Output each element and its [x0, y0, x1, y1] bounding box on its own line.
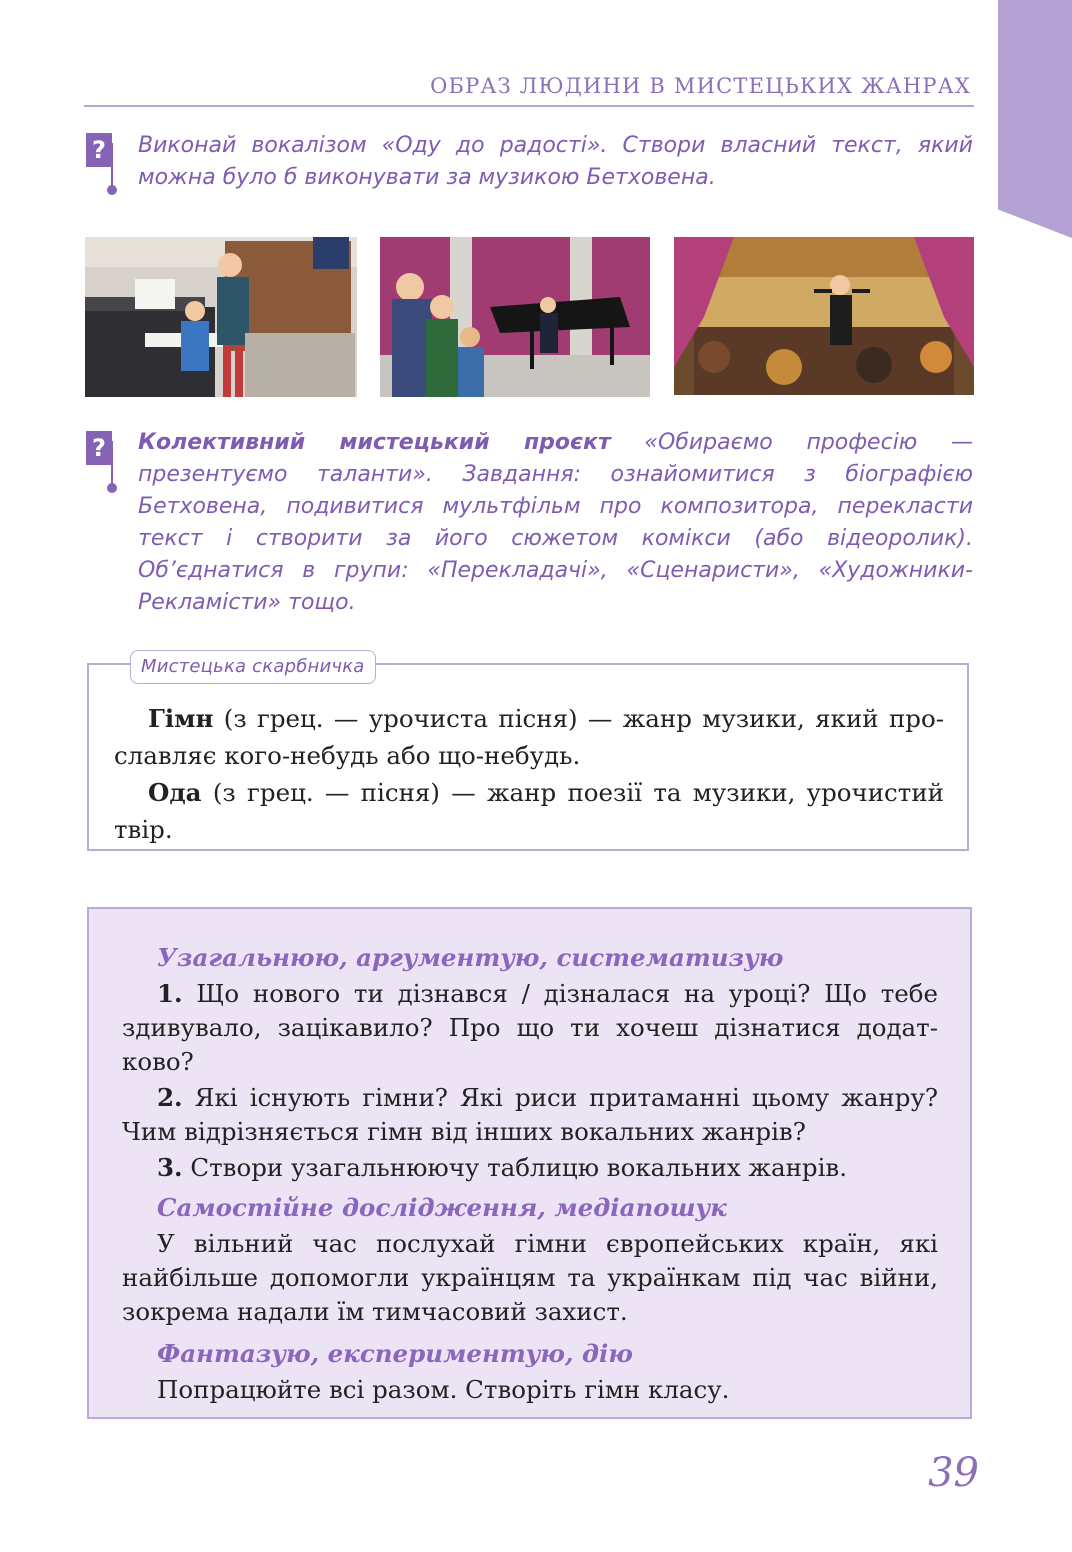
- question-1-line2: здивувало, зацікавило? Про що ти хочеш дізнатися додат-: [122, 1013, 938, 1042]
- treasury-label: Мистецька скарбничка: [130, 650, 376, 684]
- task2-line4: текст і створити за його сюжетом комікси (або відеоролик).: [138, 526, 973, 551]
- question-3-line1: [157, 1151, 973, 1185]
- question-marker-icon-2: [86, 431, 116, 493]
- definition-hymn-text: (з грец. — урочиста пісня) — жанр музики, який про-: [213, 704, 944, 733]
- task2-line3: Бетховена, подивитися мультфільм про композитора, перекласти: [138, 494, 973, 519]
- question-2-text: Які існують гімни? Які риси притаманні цьому жанру?: [182, 1083, 938, 1112]
- page-number: 39: [928, 1450, 979, 1496]
- definition-ode-text: (з грец. — пісня) — жанр поезії та музики, урочистий: [201, 778, 944, 807]
- question-mark-glyph: ?: [86, 133, 112, 167]
- project-label: Колективний мистецький проєкт: [138, 430, 611, 455]
- question-1-line3: ково?: [122, 1047, 194, 1076]
- question-1-number: 1.: [157, 979, 183, 1008]
- term-ode: Ода: [148, 778, 202, 807]
- task2-line6: Рекламісти» тощо.: [138, 590, 356, 615]
- header-rule: [84, 105, 974, 107]
- question-1-text: Що нового ти дізнався / дізналася на уроці? Що тебе: [182, 979, 938, 1008]
- conductor-orchestra-illustration: [674, 237, 974, 395]
- boy-at-piano-illustration: [85, 237, 357, 397]
- term-hymn: Гімн: [148, 704, 214, 733]
- research-line1: У вільний час послухай гімни європейських країн, які: [157, 1229, 938, 1258]
- question-3-number: 3.: [157, 1153, 183, 1182]
- running-title: ОБРАЗ ЛЮДИНИ В МИСТЕЦЬКИХ ЖАНРАХ: [430, 74, 971, 98]
- pianist-concert-illustration: [380, 237, 650, 397]
- summary-heading-research: Самостійне дослідження, медіапошук: [157, 1193, 727, 1222]
- task1-line2: можна було б виконувати за музикою Бетховена.: [138, 165, 716, 190]
- question-2-number: 2.: [157, 1083, 183, 1112]
- research-line3: зокрема надали їм тимчасовий захист.: [122, 1297, 628, 1326]
- question-3-text: Створи узагальнюючу таблицю вокальних жанрів.: [182, 1153, 848, 1182]
- question-mark-glyph-2: ?: [86, 431, 112, 465]
- chapter-corner-tab: [998, 0, 1072, 238]
- summary-heading-generalize: Узагальнюю, аргументую, систематизую: [157, 943, 784, 972]
- research-line2: найбільше допомогли українцям та українкам під час війни,: [122, 1263, 938, 1292]
- task1-line1: Виконай вокалізом «Оду до радості». Створи власний текст, який: [138, 133, 973, 158]
- question-marker-icon: [86, 133, 116, 195]
- task2-line1-rest: «Обираємо професію —: [610, 430, 974, 455]
- task2-line5: Об’єднатися в групи: «Перекладачі», «Сценаристи», «Художники-: [138, 558, 973, 583]
- fantasy-line1: Попрацюйте всі разом. Створіть гімн класу.: [157, 1375, 730, 1404]
- task2-line1: [138, 427, 973, 459]
- summary-heading-fantasy: Фантазую, експериментую, дію: [157, 1339, 633, 1368]
- question-2-line1: [157, 1081, 938, 1115]
- definition-hymn-line2: славляє кого-небудь або що-небудь.: [114, 741, 581, 770]
- definition-ode-line1: [148, 774, 944, 811]
- definition-hymn-line1: [148, 700, 944, 737]
- question-1-line1: [157, 977, 938, 1011]
- question-2-line2: Чим відрізняється гімн від інших вокальних жанрів?: [122, 1117, 806, 1146]
- definition-ode-line2: твір.: [114, 815, 173, 844]
- task2-line2: презентуємо таланти». Завдання: ознайомитися з біографією: [138, 462, 973, 487]
